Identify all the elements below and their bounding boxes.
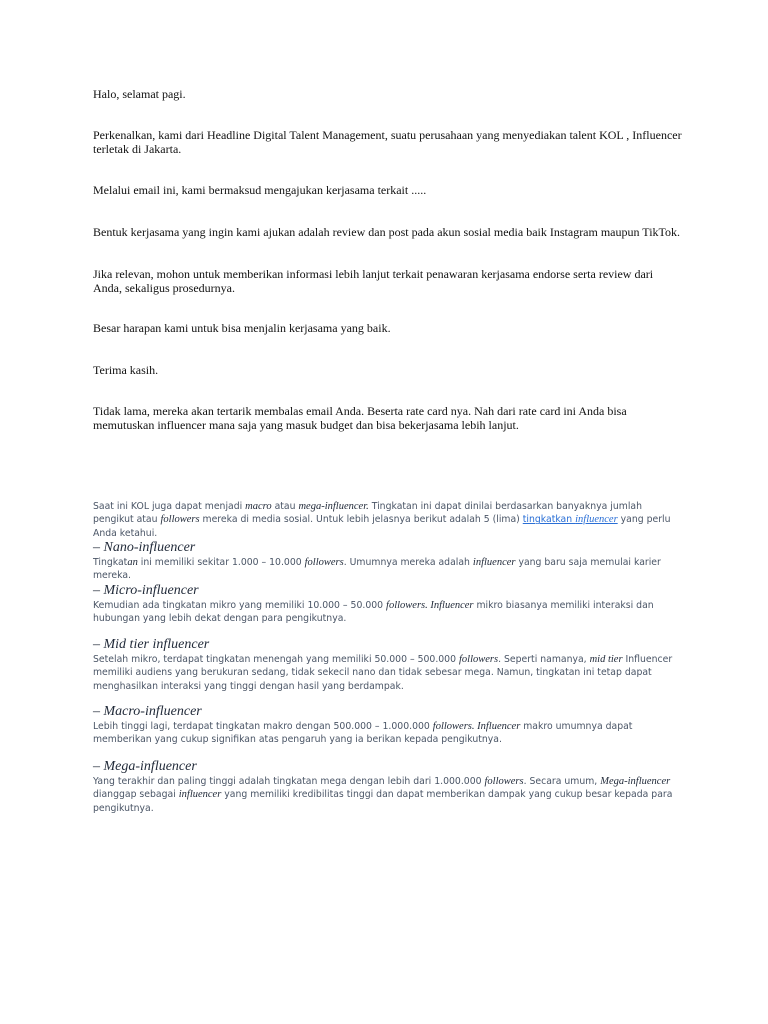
- para-nano: Tingkatan ini memiliki sekitar 1.000 – 10.000 followers. Umumnya mereka adalah influencer yang baru saja memulai karier mereka.: [93, 557, 661, 582]
- letter-greeting: Halo, selamat pagi.: [93, 87, 186, 101]
- letter-followup: Tidak lama, mereka akan tertarik membalas email Anda. Beserta rate card nya. Nah dari rate card ini Anda bisa memutuskan influencer mana saja yang masuk budget dan bisa bekerjasama lebih lanjut.: [93, 404, 627, 432]
- influencer-levels-link[interactable]: tingkatkan influencer: [522, 514, 618, 526]
- letter-form: Bentuk kerjasama yang ingin kami ajukan adalah review dan post pada akun sosial media baik Instagram maupun TikTok.: [93, 225, 681, 239]
- letter-thanks: Terima kasih.: [93, 363, 159, 377]
- heading-macro: – Macro-influencer: [93, 704, 202, 719]
- para-macro: Lebih tinggi lagi, terdapat tingkatan makro dengan 500.000 – 1.000.000 followers. Influencer makro umumnya dapat memberikan yang cukup signifikan atas pengaruh yang ia berikan kepada pengikutnya.: [93, 721, 633, 746]
- para-micro: Kemudian ada tingkatan mikro yang memiliki 10.000 – 50.000 followers. Influencer mikro biasanya memiliki interaksi dan hubungan yang lebih dekat dengan para pengikutnya.: [93, 600, 654, 625]
- heading-micro: – Micro-influencer: [93, 583, 199, 598]
- letter-request: Jika relevan, mohon untuk memberikan informasi lebih lanjut terkait penawaran kerjasama endorse serta review dari Anda, sekaligus prosedurnya.: [93, 267, 654, 295]
- letter-intro: Perkenalkan, kami dari Headline Digital Talent Management, suatu perusahaan yang menyediakan talent KOL , Influencer terletak di Jakarta.: [93, 128, 682, 156]
- letter-hope: Besar harapan kami untuk bisa menjalin kerjasama yang baik.: [93, 321, 391, 335]
- letter-purpose: Melalui email ini, kami bermaksud mengajukan kerjasama terkait .....: [93, 183, 427, 197]
- heading-nano: – Nano-influencer: [93, 540, 196, 555]
- article-intro: Saat ini KOL juga dapat menjadi macro atau mega-influencer. Tingkatan ini dapat dinilai berdasarkan banyaknya jumlah pengikut atau followers mereka di media sosial. Untuk lebih jelasnya berikut adalah 5 (lima) tingkatkan influencer yang perlu Anda ketahui.: [93, 501, 671, 539]
- para-mega: Yang terakhir dan paling tinggi adalah tingkatan mega dengan lebih dari 1.000.000 followers. Secara umum, Mega-influencer dianggap sebagai influencer yang memiliki kredibilitas tinggi dan dapat memberikan dampak yang cukup besar kepada para pengikutnya.: [93, 776, 673, 814]
- para-midtier: Setelah mikro, terdapat tingkatan menengah yang memiliki 50.000 – 500.000 followers. Seperti namanya, mid tier Influencer memiliki audiens yang berukuran sedang, tidak sekecil nano dan tidak sebesar mega. Namun, tingkatan ini tetap dapat menghasilkan interaksi yang tinggi dengan hasil yang berdampak.: [93, 654, 673, 692]
- heading-mega: – Mega-influencer: [93, 759, 197, 774]
- heading-midtier: – Mid tier influencer: [93, 637, 210, 652]
